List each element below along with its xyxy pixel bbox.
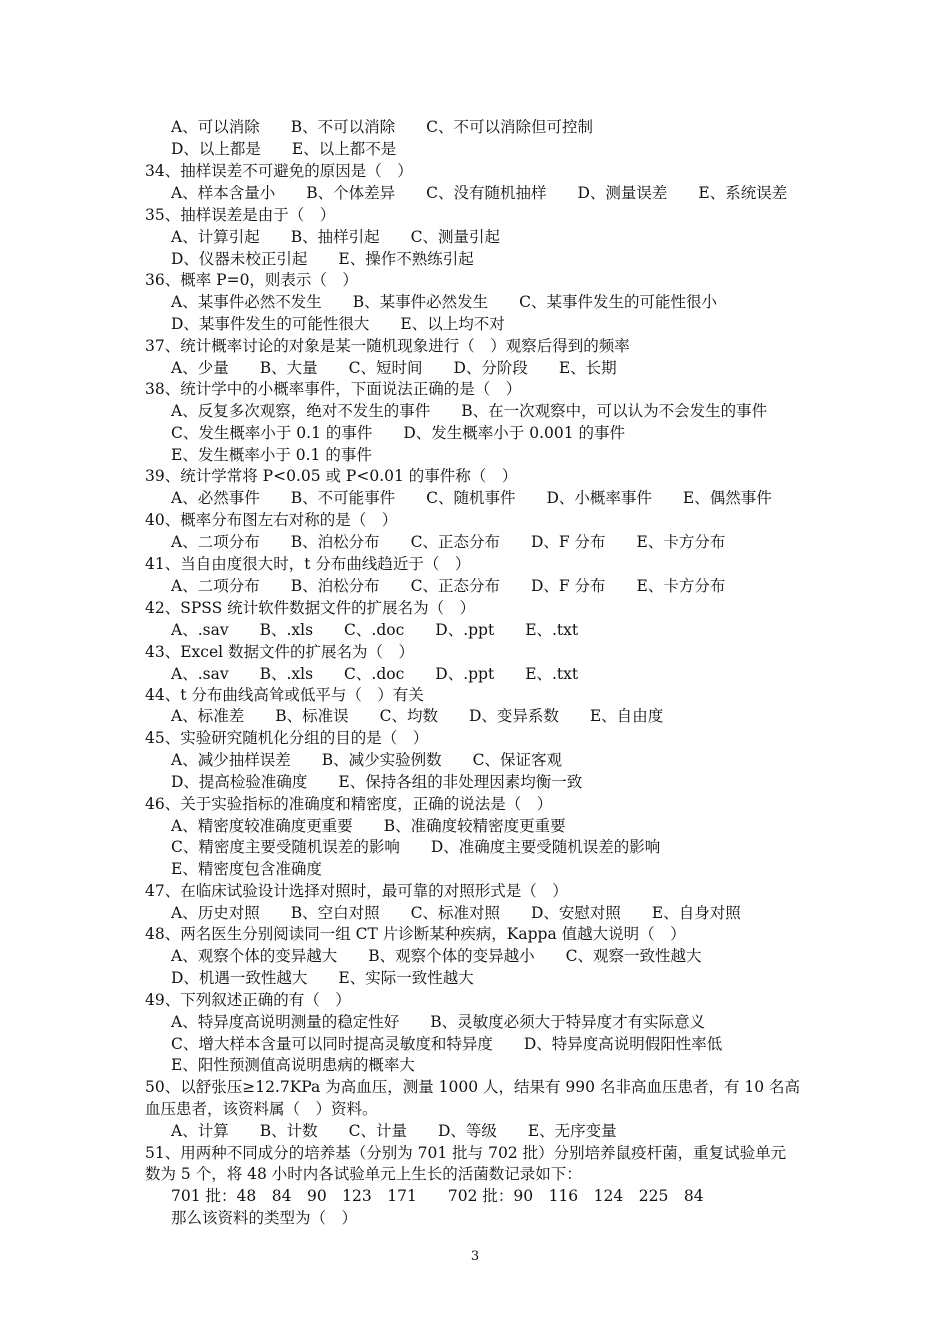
option-line: E、阳性预测值高说明患病的概率大 (171, 1056, 415, 1074)
option-line: A、样本含量小 B、个体差异 C、没有随机抽样 D、测量误差 E、系统误差 (171, 184, 788, 202)
option-line: A、必然事件 B、不可能事件 C、随机事件 D、小概率事件 E、偶然事件 (171, 489, 772, 507)
option-line: D、某事件发生的可能性很大 E、以上均不对 (171, 315, 505, 333)
option-line: A、反复多次观察，绝对不发生的事件 B、在一次观察中，可以认为不会发生的事件 (171, 402, 768, 420)
question-line: 血压患者，该资料属（ ）资料。 (145, 1100, 378, 1118)
option-line: C、精密度主要受随机误差的影响 D、准确度主要受随机误差的影响 (171, 838, 661, 856)
question-line: 38、统计学中的小概率事件，下面说法正确的是（ ） (145, 380, 522, 398)
page-number: 3 (470, 1249, 480, 1264)
option-line: A、二项分布 B、泊松分布 C、正态分布 D、F 分布 E、卡方分布 (171, 577, 726, 595)
question-line: 数为 5 个，将 48 小时内各试验单元上生长的活菌数记录如下： (145, 1165, 582, 1183)
option-line: E、精密度包含准确度 (171, 860, 322, 878)
option-line: D、仪器未校正引起 E、操作不熟练引起 (171, 250, 474, 268)
question-line: 35、抽样误差是由于（ ） (145, 206, 336, 224)
option-line: 那么该资料的类型为（ ） (171, 1209, 358, 1227)
option-line: A、历史对照 B、空白对照 C、标准对照 D、安慰对照 E、自身对照 (171, 904, 741, 922)
option-line: C、发生概率小于 0.1 的事件 D、发生概率小于 0.001 的事件 (171, 424, 626, 442)
option-line: D、提高检验准确度 E、保持各组的非处理因素均衡一致 (171, 773, 583, 791)
option-line: E、发生概率小于 0.1 的事件 (171, 446, 372, 464)
question-line: 34、抽样误差不可避免的原因是（ ） (145, 162, 413, 180)
option-line: A、标准差 B、标准误 C、均数 D、变异系数 E、自由度 (171, 707, 664, 725)
question-line: 40、概率分布图左右对称的是（ ） (145, 511, 398, 529)
question-line: 41、当自由度很大时，t 分布曲线趋近于（ ） (145, 555, 471, 573)
option-line: A、少量 B、大量 C、短时间 D、分阶段 E、长期 (171, 359, 617, 377)
question-line: 46、关于实验指标的准确度和精密度，正确的说法是（ ） (145, 795, 553, 813)
option-line: A、某事件必然不发生 B、某事件必然发生 C、某事件发生的可能性很小 (171, 293, 717, 311)
option-line: A、精密度较准确度更重要 B、准确度较精密度更重要 (171, 817, 566, 835)
option-line: A、计算引起 B、抽样引起 C、测量引起 (171, 228, 500, 246)
question-line: 45、实验研究随机化分组的目的是（ ） (145, 729, 429, 747)
question-line: 51、用两种不同成分的培养基（分别为 701 批与 702 批）分别培养鼠疫杆菌，重复试验单元 (145, 1144, 787, 1162)
option-line: D、机遇一致性越大 E、实际一致性越大 (171, 969, 474, 987)
option-line: A、观察个体的变异越大 B、观察个体的变异越小 C、观察一致性越大 (171, 947, 702, 965)
question-line: 44、t 分布曲线高耸或低平与（ ）有关 (145, 686, 424, 704)
question-line: 48、两名医生分别阅读同一组 CT 片诊断某种疾病，Kappa 值越大说明（ ） (145, 925, 686, 943)
option-line: C、增大样本含量可以同时提高灵敏度和特异度 D、特异度高说明假阳性率低 (171, 1035, 723, 1053)
option-line: A、.sav B、.xls C、.doc D、.ppt E、.txt (171, 621, 579, 639)
question-line: 50、以舒张压≥12.7KPa 为高血压，测量 1000 人，结果有 990 名非高血压患者，有 10 名高 (145, 1078, 801, 1096)
data-line: 701 批：48 84 90 123 171 702 批：90 116 124 225 84 (171, 1187, 704, 1205)
option-line: A、计算 B、计数 C、计量 D、等级 E、无序变量 (171, 1122, 617, 1140)
option-line: A、特异度高说明测量的稳定性好 B、灵敏度必须大于特异度才有实际意义 (171, 1013, 706, 1031)
question-line: 47、在临床试验设计选择对照时，最可靠的对照形式是（ ） (145, 882, 568, 900)
question-line: 37、统计概率讨论的对象是某一随机现象进行（ ）观察后得到的频率 (145, 337, 630, 355)
question-line: 49、下列叙述正确的有（ ） (145, 991, 351, 1009)
question-line: 39、统计学常将 P<0.05 或 P<0.01 的事件称（ ） (145, 467, 518, 485)
option-line: D、以上都是 E、以上都不是 (171, 140, 397, 158)
question-line: 42、SPSS 统计软件数据文件的扩展名为（ ） (145, 599, 476, 617)
option-line: A、二项分布 B、泊松分布 C、正态分布 D、F 分布 E、卡方分布 (171, 533, 726, 551)
question-line: 43、Excel 数据文件的扩展名为（ ） (145, 643, 415, 661)
option-line: A、.sav B、.xls C、.doc D、.ppt E、.txt (171, 665, 579, 683)
question-line: 36、概率 P=0，则表示（ ） (145, 271, 358, 289)
option-line: A、可以消除 B、不可以消除 C、不可以消除但可控制 (171, 118, 593, 136)
option-line: A、减少抽样误差 B、减少实验例数 C、保证客观 (171, 751, 562, 769)
